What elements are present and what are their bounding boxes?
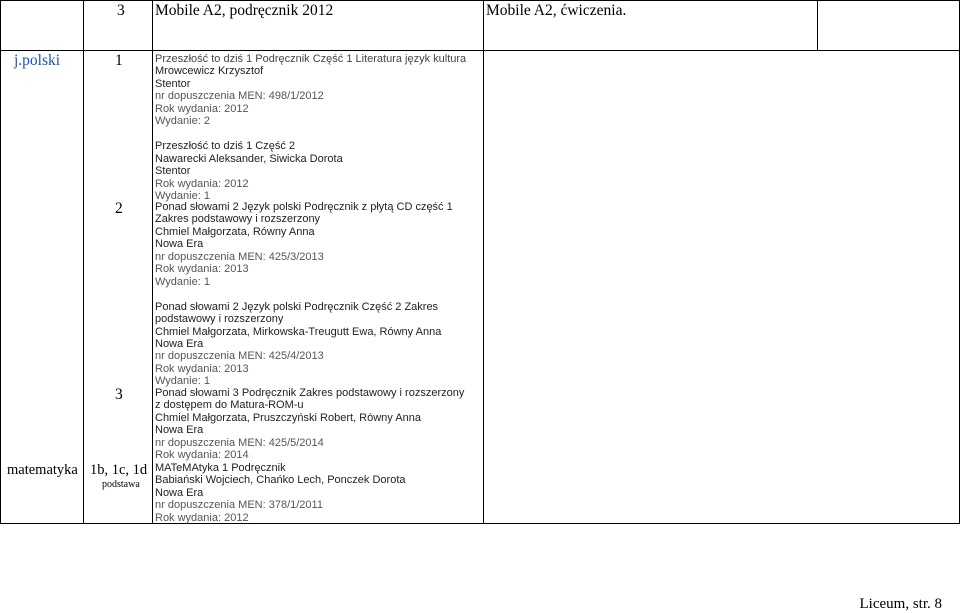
book-year: Rok wydania: 2013: [155, 263, 249, 276]
row-divider: [0, 50, 960, 51]
book-entry-class-3: [155, 387, 464, 462]
subject-polski: j.polski: [14, 52, 61, 69]
book-entry-class-2: [155, 201, 453, 388]
book-edition: Wydanie: 1: [155, 189, 210, 202]
book-publisher: Nowa Era: [155, 486, 204, 499]
book-edition: Wydanie: 1: [155, 275, 210, 288]
book-year: Rok wydania: 2012: [155, 102, 249, 115]
book-authors: Mrowcewicz Krzysztof: [155, 65, 264, 78]
book-publisher: Nowa Era: [155, 337, 204, 350]
book-title: Przeszłość to dziś 1 Podręcznik Część 1 Literatura język kultura: [155, 53, 467, 65]
book-scope: z dostępem do Matura-ROM-u: [155, 399, 304, 412]
subject-matematyka: matematyka: [7, 462, 78, 478]
column-divider: [483, 0, 484, 524]
book-publisher: Stentor: [155, 77, 191, 90]
book-year: Rok wydania: 2012: [155, 177, 249, 190]
book-authors: Chmiel Małgorzata, Pruszczyński Robert, Równy Anna: [155, 411, 421, 424]
book-scope: podstawowy i rozszerzony: [155, 313, 284, 326]
class-number: 2: [115, 200, 123, 217]
level-label: podstawa: [102, 479, 140, 490]
book-edition: Wydanie: 1: [155, 375, 210, 388]
table-border-top: [0, 0, 960, 1]
row-number: 3: [117, 2, 125, 19]
book-authors: Babiański Wojciech, Chańko Lech, Ponczek Dorota: [155, 474, 406, 487]
textbook-title: Mobile A2, podręcznik 2012: [155, 2, 334, 19]
book-publisher: Stentor: [155, 165, 191, 178]
book-year: Rok wydania: 2013: [155, 362, 249, 375]
class-number: 1b, 1c, 1d: [90, 462, 148, 478]
book-authors: Chmiel Małgorzata, Równy Anna: [155, 225, 315, 238]
class-number: 1: [115, 52, 123, 69]
column-divider: [152, 0, 153, 524]
book-title: MATeMAtyka 1 Podręcznik: [155, 462, 286, 474]
book-authors: Nawarecki Aleksander, Siwicka Dorota: [155, 152, 343, 165]
book-approval-number: nr dopuszczenia MEN: 425/3/2013: [155, 250, 324, 263]
book-publisher: Nowa Era: [155, 424, 204, 437]
book-entry-class-1: [155, 53, 466, 202]
spacer: [155, 288, 453, 300]
book-approval-number: nr dopuszczenia MEN: 378/1/2011: [155, 499, 323, 512]
book-title: Ponad słowami 3 Podręcznik Zakres podstawowy i rozszerzony: [155, 387, 465, 399]
book-year: Rok wydania: 2014: [155, 449, 249, 462]
workbook-title: Mobile A2, ćwiczenia.: [486, 2, 627, 19]
book-approval-number: nr dopuszczenia MEN: 425/4/2013: [155, 350, 324, 363]
class-number: 3: [115, 386, 123, 403]
book-authors: Chmiel Małgorzata, Mirkowska-Treugutt Ewa, Równy Anna: [155, 325, 442, 338]
book-approval-number: nr dopuszczenia MEN: 425/5/2014: [155, 436, 324, 449]
book-entry-matematyka: [155, 462, 406, 524]
table-border-bottom: [0, 523, 960, 524]
book-year: Rok wydania: 2012: [155, 511, 249, 524]
spacer: [155, 128, 466, 140]
book-title: Ponad słowami 2 Język polski Podręcznik z płytą CD część 1: [155, 201, 453, 213]
column-divider: [817, 0, 818, 51]
book-approval-number: nr dopuszczenia MEN: 498/1/2012: [155, 90, 324, 103]
page-footer: Liceum, str. 8: [859, 596, 942, 612]
book-publisher: Nowa Era: [155, 238, 204, 251]
column-divider: [0, 0, 1, 524]
book-title: Ponad słowami 2 Język polski Podręcznik Część 2 Zakres: [155, 300, 439, 313]
book-edition: Wydanie: 2: [155, 115, 210, 128]
book-title: Przeszłość to dziś 1 Część 2: [155, 140, 295, 153]
book-scope: Zakres podstawowy i rozszerzony: [155, 213, 321, 226]
column-divider: [83, 0, 84, 524]
